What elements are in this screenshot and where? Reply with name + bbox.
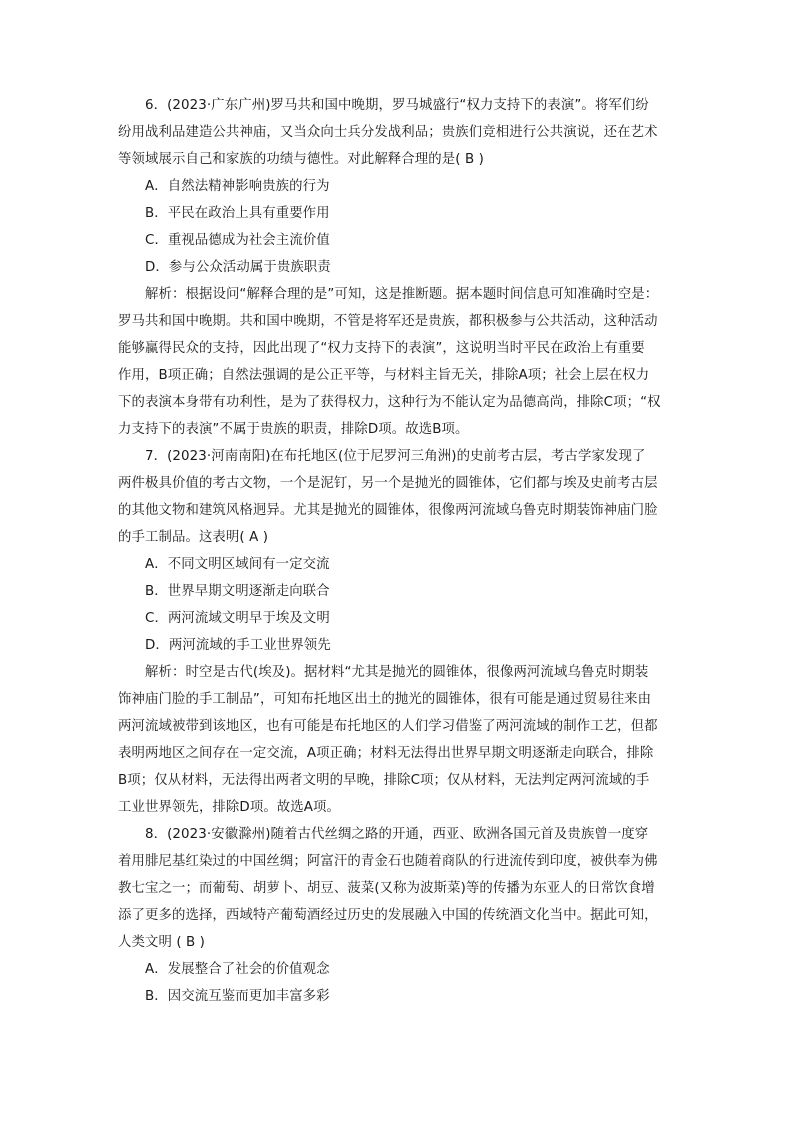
q6-stem-line: 等领域展示自己和家族的功绩与德性。对此解释合理的是( B ) xyxy=(118,152,484,167)
q7-stem-line: 两件极具价值的考古文物，一个是泥钉，另一个是抛光的圆锥体，它们都与埃及史前考古层 xyxy=(118,476,658,491)
content-area xyxy=(118,92,678,1010)
q6-analysis-line: 罗马共和国中晚期。共和国中晚期，不管是将军还是贵族，都积极参与公共活动，这种活动 xyxy=(118,314,658,329)
q6-stem-line: 6．(2023·广东广州)罗马共和国中晚期，罗马城盛行“权力支持下的表演”。将军们纷 xyxy=(145,98,649,113)
q7-option-c: C．两河流域文明早于埃及文明 xyxy=(145,611,330,626)
q6-stem-line: 纷用战利品建造公共神庙，又当众向士兵分发战利品；贵族们竞相进行公共演说，还在艺术 xyxy=(118,125,658,140)
q7-analysis-line: 饰神庙门脸的手工制品”，可知布托地区出土的抛光的圆锥体，很有可能是通过贸易往来由 xyxy=(118,692,652,707)
q6-analysis-line: 下的表演本身带有功利性，是为了获得权力，这种行为不能认定为品德高尚，排除C项；“权 xyxy=(118,395,661,410)
q8-option-b: B．因交流互鉴而更加丰富多彩 xyxy=(145,989,330,1004)
q8-option-a: A．发展整合了社会的价值观念 xyxy=(145,962,330,977)
q8-stem-line: 8．(2023·安徽滁州)随着古代丝绸之路的开通，西亚、欧洲各国元首及贵族曾一度穿 xyxy=(145,827,649,842)
question-6 xyxy=(118,92,678,443)
q7-analysis-line: B项；仅从材料，无法得出两者文明的早晚，排除C项；仅从材料，无法判定两河流域的手 xyxy=(118,773,650,788)
q8-stem-line: 添了更多的选择，西域特产葡萄酒经过历史的发展融入中国的传统酒文化当中。据此可知， xyxy=(118,908,658,923)
q6-analysis-line: 作用，B项正确；自然法强调的是公正平等，与材料主旨无关，排除A项；社会上层在权力 xyxy=(118,368,650,383)
question-8 xyxy=(118,821,678,1010)
q8-stem-line: 人类文明 ( B ) xyxy=(118,935,205,950)
q7-analysis-line: 两河流域被带到该地区，也有可能是布托地区的人们学习借鉴了两河流域的制作工艺，但都 xyxy=(118,719,658,734)
question-7 xyxy=(118,443,678,821)
q7-option-a: A．不同文明区域间有一定交流 xyxy=(145,557,330,572)
q8-stem-line: 教七宝之一；而葡萄、胡萝卜、胡豆、菠菜(又称为波斯菜)等的传播为东亚人的日常饮食增 xyxy=(118,881,655,896)
q7-analysis-line: 表明两地区之间存在一定交流，A项正确；材料无法得出世界早期文明逐渐走向联合，排除 xyxy=(118,746,654,761)
q6-analysis-line: 力支持下的表演”不属于贵族的职责，排除D项。故选B项。 xyxy=(118,422,469,437)
q6-option-d: D．参与公众活动属于贵族职责 xyxy=(145,260,331,275)
q6-analysis-line: 解析：根据设问“解释合理的是”可知，这是推断题。据本题时间信息可知准确时空是： xyxy=(145,287,659,302)
q7-analysis-line: 工业世界领先，排除D项。故选A项。 xyxy=(118,800,341,815)
q7-option-d: D．两河流域的手工业世界领先 xyxy=(145,638,331,653)
q7-stem-line: 7．(2023·河南南阳)在布托地区(位于尼罗河三角洲)的史前考古层，考古学家发现了 xyxy=(145,449,646,464)
q7-stem-line: 的其他文物和建筑风格迥异。尤其是抛光的圆锥体，很像两河流域乌鲁克时期装饰神庙门脸 xyxy=(118,503,658,518)
q7-analysis-line: 解析：时空是古代(埃及)。据材料“尤其是抛光的圆锥体，很像两河流域乌鲁克时期装 xyxy=(145,665,649,680)
q6-option-b: B．平民在政治上具有重要作用 xyxy=(145,206,330,221)
q8-stem-line: 着用腓尼基红染过的中国丝绸；阿富汗的青金石也随着商队的行进流传到印度，被供奉为佛 xyxy=(118,854,658,869)
q6-option-a: A．自然法精神影响贵族的行为 xyxy=(145,179,330,194)
q7-option-b: B．世界早期文明逐渐走向联合 xyxy=(145,584,330,599)
q6-analysis-line: 能够赢得民众的支持，因此出现了“权力支持下的表演”，这说明当时平民在政治上有重要 xyxy=(118,341,645,356)
q7-stem-line: 的手工制品。这表明( A ) xyxy=(118,530,269,545)
q6-option-c: C．重视品德成为社会主流价值 xyxy=(145,233,330,248)
